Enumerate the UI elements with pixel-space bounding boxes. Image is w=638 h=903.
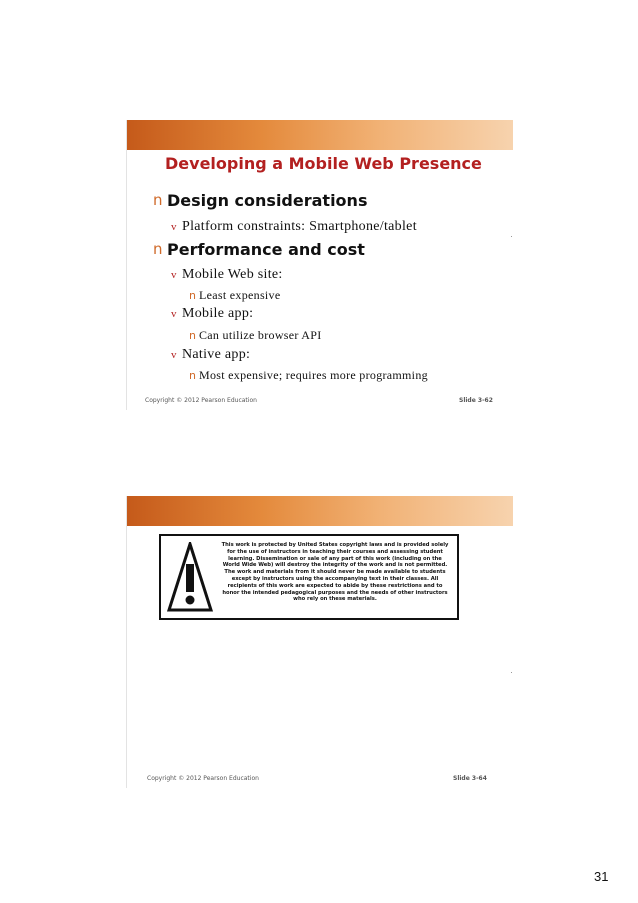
slide-3-62 bbox=[126, 120, 513, 410]
bullet-text: Mobile Web site: bbox=[182, 267, 283, 282]
slide-number: Slide 3-64 bbox=[453, 775, 487, 782]
slide-3-64 bbox=[126, 496, 513, 788]
bullet-text: Performance and cost bbox=[167, 240, 365, 259]
bullet-marker: n bbox=[189, 369, 196, 382]
bullet-marker: n bbox=[153, 240, 163, 258]
page-number: 31 bbox=[594, 869, 609, 884]
bullet-marker: v bbox=[171, 221, 177, 233]
bullet-marker: n bbox=[189, 329, 196, 342]
bullet-marker: n bbox=[153, 191, 163, 209]
copyright-notice-text: This work is protected by United States copyright laws and is provided solely for the use of instructors in teaching their courses and assessing student learning. Dissemination or sale of any part of this work (including on the World Wide Web) will destroy the integrity of the work and is not permitted. The work and materials from it should never be made available to students except by instructors using the accompanying text in their classes. All recipients of this work are expected to abide by these restrictions and to honor the intended pedagogical purposes and the needs of other instructors who rely on these materials. bbox=[221, 542, 449, 603]
copyright-notice-box bbox=[159, 534, 459, 620]
bullet-text: Design considerations bbox=[167, 191, 368, 210]
bullet-marker: v bbox=[171, 349, 177, 361]
bullet-text: Platform constraints: Smartphone/tablet bbox=[182, 219, 417, 234]
bullet-text: Most expensive; requires more programming bbox=[199, 368, 428, 382]
bullet-text: Mobile app: bbox=[182, 306, 254, 321]
slide-footer-copyright: Copyright © 2012 Pearson Education bbox=[147, 775, 259, 782]
bullet-marker: v bbox=[171, 308, 177, 320]
bullet-marker: v bbox=[171, 269, 177, 281]
slide-header-bar bbox=[127, 120, 513, 150]
bullet-marker: n bbox=[189, 289, 196, 302]
slide-number: Slide 3-62 bbox=[459, 397, 493, 404]
slide-header-bar bbox=[127, 496, 513, 526]
slide-title: Developing a Mobile Web Presence bbox=[165, 154, 482, 173]
bullet-text: Can utilize browser API bbox=[199, 328, 322, 342]
exclamation-triangle-icon bbox=[167, 542, 213, 612]
bullet-text: Native app: bbox=[182, 347, 251, 362]
bullet-text: Least expensive bbox=[199, 288, 281, 302]
slide-footer-copyright: Copyright © 2012 Pearson Education bbox=[145, 397, 257, 404]
